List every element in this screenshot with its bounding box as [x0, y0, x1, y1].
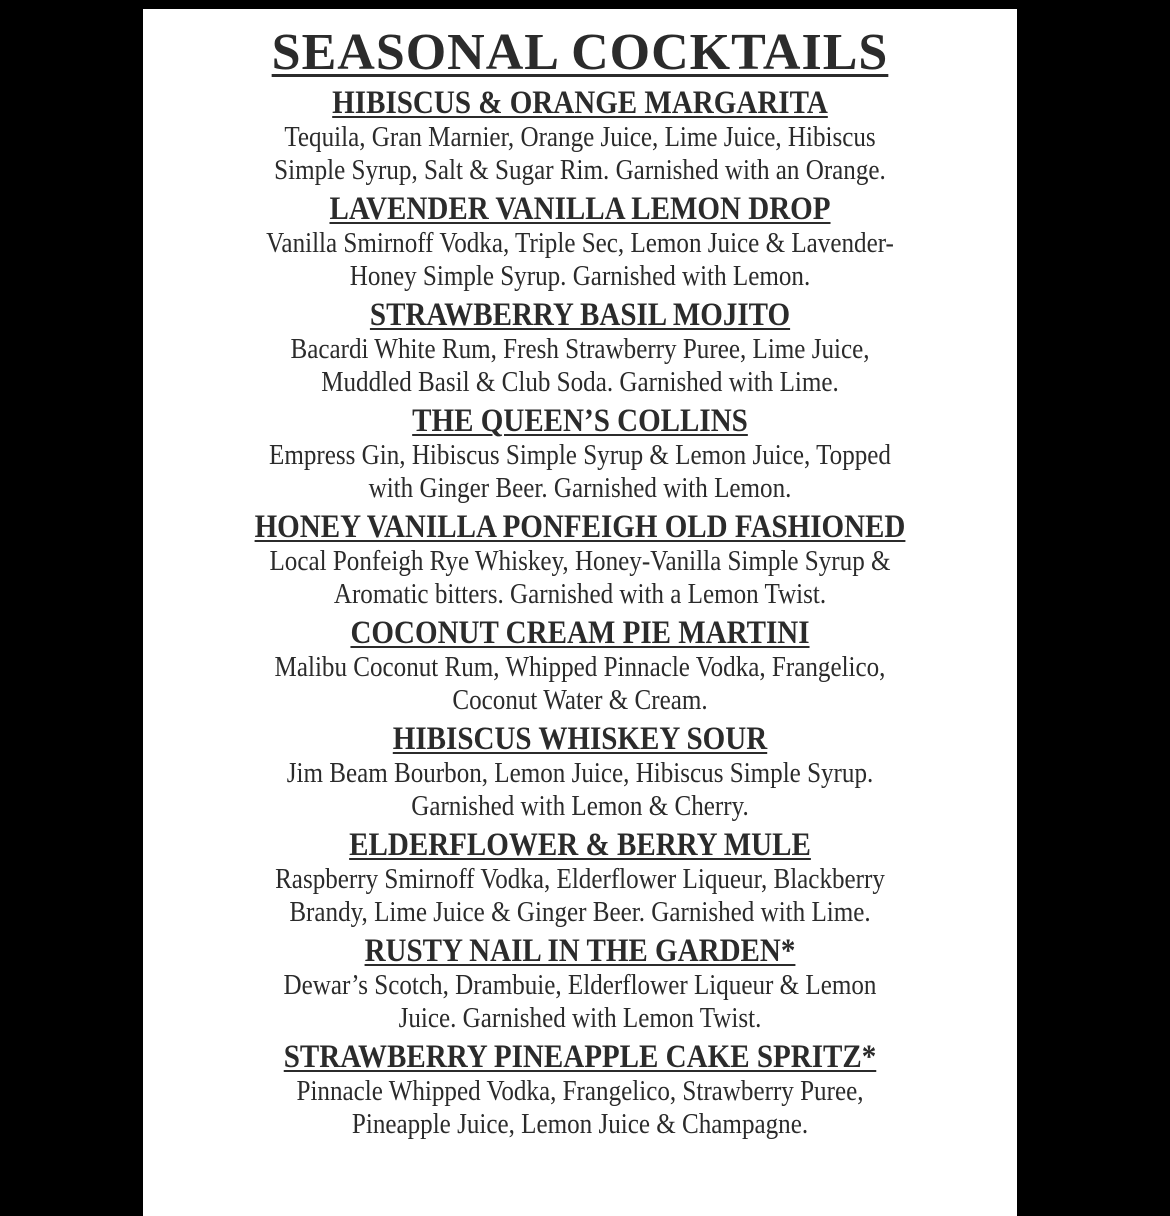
cocktail-name: HIBISCUS & ORANGE MARGARITA [332, 85, 828, 121]
cocktail-item [143, 191, 1017, 293]
cocktail-name: LAVENDER VANILLA LEMON DROP [329, 191, 831, 227]
cocktail-description-line: Honey Simple Syrup. Garnished with Lemon. [349, 261, 811, 292]
cocktail-name: STRAWBERRY BASIL MOJITO [369, 297, 791, 333]
cocktail-description-line: Bacardi White Rum, Fresh Strawberry Puree, Lime Juice, [290, 334, 870, 365]
cocktail-name: HIBISCUS WHISKEY SOUR [392, 721, 768, 757]
cocktail-name: THE QUEEN’S COLLINS [412, 403, 748, 439]
cocktail-description-line: Aromatic bitters. Garnished with a Lemon Twist. [333, 579, 827, 610]
cocktail-description-line: Jim Beam Bourbon, Lemon Juice, Hibiscus Simple Syrup. [286, 758, 874, 789]
cocktail-description-line: Local Ponfeigh Rye Whiskey, Honey-Vanilla Simple Syrup & [269, 546, 891, 577]
cocktail-item [143, 297, 1017, 399]
cocktail-item [143, 827, 1017, 929]
cocktail-description-line: Malibu Coconut Rum, Whipped Pinnacle Vodka, Frangelico, [274, 652, 886, 683]
cocktail-description-line: Pinnacle Whipped Vodka, Frangelico, Strawberry Puree, [296, 1076, 864, 1107]
cocktail-description-line: Garnished with Lemon & Cherry. [411, 791, 749, 822]
cocktail-description-line: Juice. Garnished with Lemon Twist. [398, 1003, 762, 1034]
cocktail-description-line: Raspberry Smirnoff Vodka, Elderflower Liqueur, Blackberry [275, 864, 885, 895]
cocktail-item [143, 85, 1017, 187]
cocktail-description-line: Tequila, Gran Marnier, Orange Juice, Lime Juice, Hibiscus [284, 122, 876, 153]
cocktail-name: STRAWBERRY PINEAPPLE CAKE SPRITZ* [283, 1039, 877, 1075]
cocktail-description-line: Empress Gin, Hibiscus Simple Syrup & Lemon Juice, Topped [269, 440, 891, 471]
cocktail-description-line: Muddled Basil & Club Soda. Garnished with Lime. [321, 367, 839, 398]
cocktail-description-line: Dewar’s Scotch, Drambuie, Elderflower Liqueur & Lemon [283, 970, 877, 1001]
cocktail-name: HONEY VANILLA PONFEIGH OLD FASHIONED [254, 509, 906, 545]
cocktail-description-line: Brandy, Lime Juice & Ginger Beer. Garnished with Lime. [289, 897, 871, 928]
cocktail-name: ELDERFLOWER & BERRY MULE [349, 827, 811, 863]
cocktail-item [143, 615, 1017, 717]
cocktail-name: COCONUT CREAM PIE MARTINI [350, 615, 810, 651]
cocktail-item [143, 721, 1017, 823]
cocktail-item [143, 933, 1017, 1035]
cocktail-description-line: Pineapple Juice, Lemon Juice & Champagne. [351, 1109, 809, 1140]
cocktail-item [143, 1039, 1017, 1141]
cocktail-description-line: Vanilla Smirnoff Vodka, Triple Sec, Lemon Juice & Lavender- [266, 228, 894, 259]
menu-title: SEASONAL COCKTAILS [271, 24, 889, 81]
cocktail-name: RUSTY NAIL IN THE GARDEN* [364, 933, 796, 969]
cocktail-item [143, 509, 1017, 611]
menu-page [143, 9, 1017, 1216]
cocktail-description-line: Simple Syrup, Salt & Sugar Rim. Garnished with an Orange. [274, 155, 886, 186]
cocktail-list [143, 85, 1017, 1141]
cocktail-item [143, 403, 1017, 505]
cocktail-description-line: with Ginger Beer. Garnished with Lemon. [368, 473, 792, 504]
cocktail-description-line: Coconut Water & Cream. [452, 685, 708, 716]
